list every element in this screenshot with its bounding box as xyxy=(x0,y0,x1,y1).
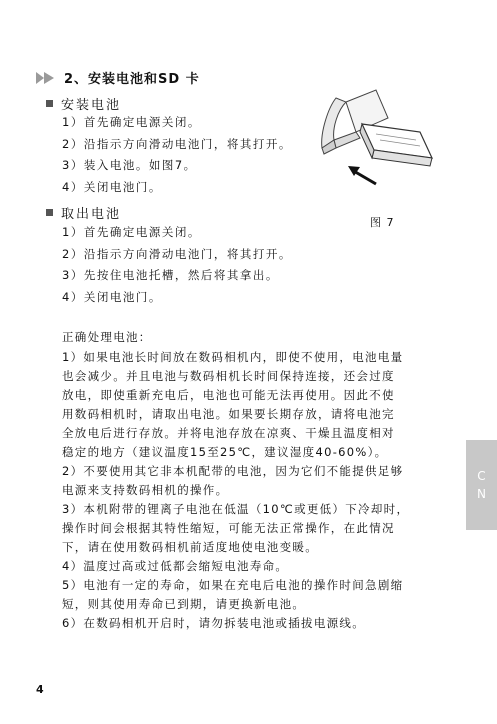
handling-line: 也会减少。并且电池与数码相机长时间保持连接，还会过度 xyxy=(62,369,395,383)
install-step: 3）装入电池。如图7。 xyxy=(62,158,197,172)
handling-title: 正确处理电池： xyxy=(62,330,152,344)
handling-line: 5）电池有一定的寿命，如果在充电后电池的操作时间急剧缩 xyxy=(62,578,404,592)
handling-line: 6）在数码相机开启时，请勿拆装电池或插拔电源线。 xyxy=(62,616,366,630)
language-side-tab xyxy=(466,440,497,530)
double-arrow-icon xyxy=(36,72,60,84)
handling-line: 放电，即使重新充电后，电池也可能无法再使用。因此不使 xyxy=(62,388,395,402)
handling-line: 用数码相机时，请取出电池。如果要长期存放，请将电池完 xyxy=(62,407,395,421)
side-tab-letter: C xyxy=(477,469,486,483)
install-battery-title: 安装电池 xyxy=(46,94,121,113)
remove-battery-title: 取出电池 xyxy=(46,203,121,222)
install-step: 1）首先确定电源关闭。 xyxy=(62,115,201,129)
remove-step: 4）关闭电池门。 xyxy=(62,290,162,304)
remove-step: 1）首先确定电源关闭。 xyxy=(62,225,201,239)
handling-line: 电源来支持数码相机的操作。 xyxy=(62,483,229,497)
section-heading-text: 2、安装电池和SD 卡 xyxy=(64,72,200,87)
handling-line: 3）本机附带的锂离子电池在低温（10℃或更低）下冷却时， xyxy=(62,502,410,516)
section-heading xyxy=(36,68,200,87)
remove-step: 3）先按住电池托槽，然后将其拿出。 xyxy=(62,268,279,282)
handling-line: 操作时间会根据其特性缩短，可能无法正常操作，在此情况 xyxy=(62,521,395,535)
handling-line: 下，请在使用数码相机前适度地使电池变暖。 xyxy=(62,540,318,554)
handling-line: 稳定的地方（建议温度15至25℃，建议湿度40-60%）。 xyxy=(62,445,388,459)
handling-body xyxy=(62,348,409,633)
figure-caption: 图 7 xyxy=(370,216,395,229)
handling-line: 1）如果电池长时间放在数码相机内，即使不使用，电池电量 xyxy=(62,350,404,364)
handling-line: 4）温度过高或过低都会缩短电池寿命。 xyxy=(62,559,289,573)
install-step: 2）沿指示方向滑动电池门，将其打开。 xyxy=(62,137,292,151)
battery-insertion-illustration xyxy=(316,88,442,188)
bullet-square-icon xyxy=(46,209,53,216)
handling-line: 短，则其使用寿命已到期，请更换新电池。 xyxy=(62,597,306,611)
side-tab-letter: N xyxy=(477,487,486,501)
handling-line: 全放电后进行存放。并将电池存放在凉爽、干燥且温度相对 xyxy=(62,426,395,440)
remove-step: 2）沿指示方向滑动电池门，将其打开。 xyxy=(62,247,292,261)
bullet-square-icon xyxy=(46,100,53,107)
handling-line: 2）不要使用其它非本机配带的电池，因为它们不能提供足够 xyxy=(62,464,404,478)
install-step: 4）关闭电池门。 xyxy=(62,180,162,194)
page-number: 4 xyxy=(36,683,44,696)
